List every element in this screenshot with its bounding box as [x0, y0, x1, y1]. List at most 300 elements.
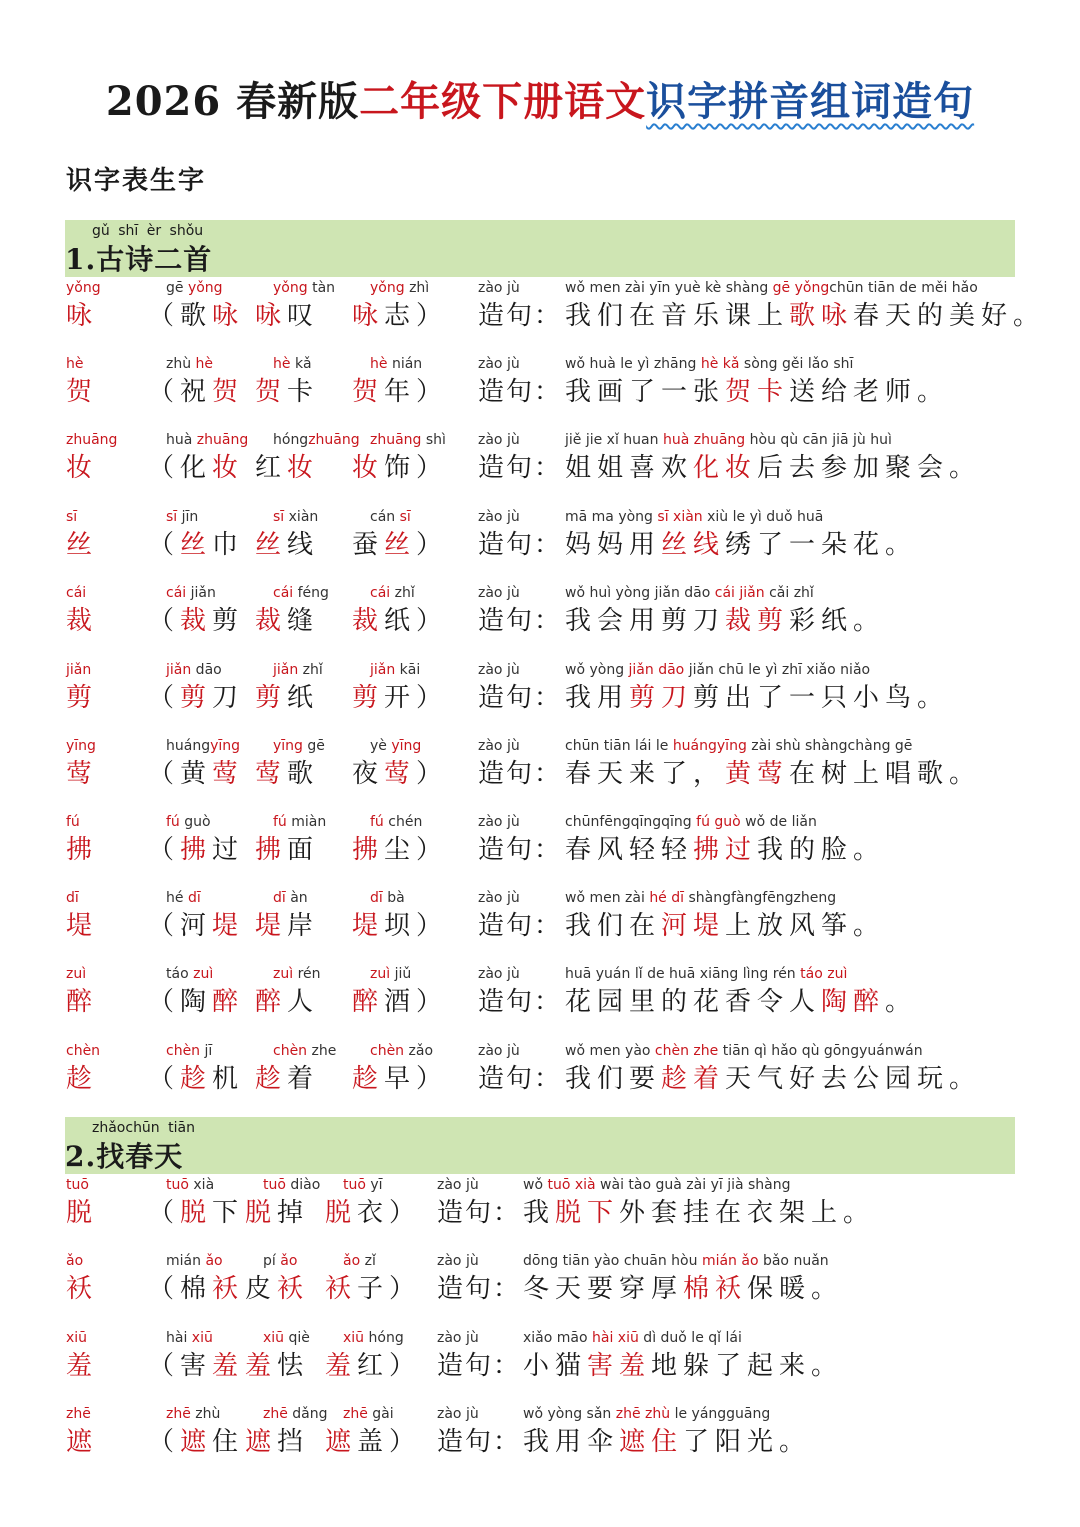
- lesson-title-pinyin: zhǎochūn tiān: [92, 1120, 195, 1136]
- character: 贺: [66, 377, 99, 407]
- word-pinyin: [166, 280, 223, 296]
- highlight-text: tuō: [166, 1177, 189, 1193]
- word: [325, 1268, 421, 1305]
- plain-text: wǒ men zài yīn yuè kè shàng: [565, 280, 773, 296]
- character: 脱: [66, 1198, 99, 1228]
- highlight-text: hè: [273, 356, 291, 372]
- plain-text: 保暖。: [747, 1274, 844, 1304]
- word: [245, 1421, 309, 1458]
- highlight-text: yǒng: [273, 280, 308, 296]
- plain-text: tàn: [307, 280, 336, 296]
- word: [352, 981, 448, 1018]
- plain-text: 剪出了一只小鸟。: [693, 683, 950, 713]
- word-pinyin: [343, 1330, 404, 1346]
- plain-text: wǒ huì yòng jiǎn dāo: [565, 585, 715, 601]
- highlight-text: 歌咏: [789, 301, 854, 331]
- zaoju-pinyin: zào jù: [478, 890, 520, 906]
- zaoju-label: 造句：: [478, 759, 563, 789]
- plain-text: sòng gěi lǎo shī: [739, 356, 854, 372]
- sentence-pinyin: [523, 1177, 791, 1193]
- character-pinyin: jiǎn: [66, 662, 92, 678]
- highlight-text: 羞: [245, 1351, 278, 1381]
- word-pinyin: [263, 1406, 328, 1422]
- highlight-text: 醉: [212, 987, 245, 1017]
- plain-text: （害: [148, 1351, 213, 1381]
- plain-text: shì: [421, 432, 446, 448]
- word: [255, 753, 319, 790]
- highlight-text: 遮: [180, 1427, 213, 1457]
- plain-text: zhe: [307, 1043, 337, 1059]
- highlight-text: xiū: [191, 1330, 213, 1346]
- highlight-text: dī: [273, 890, 286, 906]
- highlight-text: 醉: [352, 987, 385, 1017]
- plain-text: jiǔ: [390, 966, 412, 982]
- plain-text: chūnfēngqīngqīng: [565, 814, 697, 830]
- plain-text: 了阳光。: [683, 1427, 812, 1457]
- character-pinyin: cái: [66, 585, 87, 601]
- plain-text: （黄: [148, 759, 213, 789]
- plain-text: 歌: [287, 759, 320, 789]
- highlight-text: 莺: [384, 759, 417, 789]
- plain-text: cán: [370, 509, 400, 525]
- word-pinyin: [263, 1177, 320, 1193]
- word-pinyin: [370, 585, 415, 601]
- word-pinyin: [263, 1330, 310, 1346]
- plain-text: nián: [387, 356, 423, 372]
- highlight-text: chèn: [370, 1043, 405, 1059]
- word-pinyin: [370, 1043, 433, 1059]
- highlight-text: 裁剪: [725, 606, 790, 636]
- plain-text: 皮: [245, 1274, 278, 1304]
- sentence-pinyin: [565, 356, 853, 372]
- plain-text: le yángguāng: [670, 1406, 771, 1422]
- word-pinyin: [370, 814, 422, 830]
- highlight-text: cái: [273, 585, 294, 601]
- character-row: [0, 890, 1080, 950]
- highlight-text: 袄: [277, 1274, 310, 1304]
- highlight-text: 脱下: [555, 1198, 620, 1228]
- zaoju-label: 造句：: [478, 377, 563, 407]
- plain-text: 纸: [287, 683, 320, 713]
- word-pinyin: [370, 966, 411, 982]
- plain-text: 我画了一张: [565, 377, 726, 407]
- plain-text: dì duǒ le qǐ lái: [638, 1330, 742, 1346]
- plain-text: xià: [188, 1177, 215, 1193]
- word-pinyin: [343, 1177, 383, 1193]
- plain-text: hóng: [364, 1330, 404, 1346]
- zaoju-pinyin: zào jù: [437, 1330, 479, 1346]
- highlight-text: 裁: [180, 606, 213, 636]
- highlight-text: 丝: [255, 530, 288, 560]
- plain-text: xiǎo māo: [523, 1330, 593, 1346]
- zaoju-pinyin: zào jù: [478, 280, 520, 296]
- highlight-text: 化妆: [693, 453, 758, 483]
- highlight-text: sī: [399, 509, 411, 525]
- plain-text: 红）: [357, 1351, 422, 1381]
- plain-text: 妈妈用: [565, 530, 662, 560]
- sentence-pinyin: [565, 432, 892, 448]
- word: [352, 447, 448, 484]
- zaoju-label: 造句：: [437, 1427, 522, 1457]
- plain-text: huáng: [166, 738, 211, 754]
- zaoju-label: 造句：: [478, 453, 563, 483]
- plain-text: 外套挂在衣架上。: [619, 1198, 876, 1228]
- highlight-text: 拂: [255, 835, 288, 865]
- word-pinyin: [166, 432, 248, 448]
- plain-text: chūn tiān de měi hǎo: [829, 280, 978, 296]
- highlight-text: fú: [166, 814, 180, 830]
- highlight-text: 丝: [384, 530, 417, 560]
- word: [352, 905, 448, 942]
- plain-text: hóng: [273, 432, 309, 448]
- word: [255, 981, 319, 1018]
- plain-text: 夜: [352, 759, 385, 789]
- plain-text: mián: [166, 1253, 206, 1269]
- plain-text: 绣了一朵花。: [725, 530, 918, 560]
- word: [255, 600, 319, 637]
- plain-text: （陶: [148, 987, 213, 1017]
- highlight-text: tuō: [263, 1177, 286, 1193]
- sentence-pinyin: [565, 280, 978, 296]
- character-row: [0, 966, 1080, 1026]
- highlight-text: zhuāng: [370, 432, 422, 448]
- highlight-text: fú guò: [696, 814, 741, 830]
- zaoju-pinyin: zào jù: [478, 662, 520, 678]
- highlight-text: 丝线: [661, 530, 726, 560]
- word: [255, 905, 319, 942]
- highlight-text: 脱: [245, 1198, 278, 1228]
- plain-text: cǎi zhǐ: [764, 585, 814, 601]
- word: [148, 447, 244, 484]
- sentence: [565, 1058, 981, 1095]
- plain-text: mā ma yòng: [565, 509, 658, 525]
- plain-text: zhǐ: [390, 585, 415, 601]
- plain-text: hé: [166, 890, 188, 906]
- sentence-pinyin: [565, 662, 870, 678]
- plain-text: wǒ yòng: [565, 662, 629, 678]
- highlight-text: zhē: [263, 1406, 288, 1422]
- plain-text: zhù: [166, 356, 196, 372]
- plain-text: 我: [523, 1198, 556, 1228]
- plain-text: 刀: [212, 683, 245, 713]
- sentence-pinyin: [565, 509, 823, 525]
- plain-text: guò: [179, 814, 211, 830]
- word: [352, 1058, 448, 1095]
- highlight-text: hè: [195, 356, 214, 372]
- plain-text: miàn: [286, 814, 327, 830]
- character: 遮: [66, 1427, 99, 1457]
- word-pinyin: [166, 814, 211, 830]
- highlight-text: táo zuì: [800, 966, 848, 982]
- plain-text: xiù le yì duǒ huā: [702, 509, 824, 525]
- character-row: [0, 509, 1080, 569]
- highlight-text: 拂: [180, 835, 213, 865]
- character-row: [0, 1406, 1080, 1466]
- plain-text: hài: [166, 1330, 192, 1346]
- word-pinyin: [370, 432, 446, 448]
- section-subtitle: 识字表生字: [66, 166, 207, 196]
- plain-text: hòu qù cān jiā jù huì: [745, 432, 892, 448]
- plain-text: tiān qì hǎo qù gōngyuánwán: [718, 1043, 923, 1059]
- word-pinyin: [273, 662, 323, 678]
- highlight-text: 丝: [180, 530, 213, 560]
- zaoju-pinyin: zào jù: [437, 1177, 479, 1193]
- plain-text: 坝）: [384, 911, 449, 941]
- highlight-text: 贺: [212, 377, 245, 407]
- highlight-text: 裁: [255, 606, 288, 636]
- plain-text: 面: [287, 835, 320, 865]
- plain-text: dāo: [191, 662, 222, 678]
- sentence: [565, 905, 885, 942]
- character-row: [0, 1253, 1080, 1313]
- highlight-text: 妆: [212, 453, 245, 483]
- plain-text: àn: [285, 890, 308, 906]
- word: [148, 1345, 244, 1382]
- word-pinyin: [370, 738, 421, 754]
- sentence: [565, 600, 885, 637]
- sentence: [523, 1268, 843, 1305]
- character: 袄: [66, 1274, 99, 1304]
- plain-text: wǒ men yào: [565, 1043, 655, 1059]
- sentence: [565, 677, 949, 714]
- plain-text: táo: [166, 966, 194, 982]
- word: [325, 1421, 421, 1458]
- character-row: [0, 814, 1080, 874]
- word-pinyin: [343, 1253, 376, 1269]
- plain-text: （: [148, 1198, 181, 1228]
- character: 堤: [66, 911, 99, 941]
- word: [352, 600, 448, 637]
- highlight-text: 妆: [352, 453, 385, 483]
- sentence-pinyin: [565, 1043, 923, 1059]
- sentence-pinyin: [565, 966, 847, 982]
- sentence: [565, 981, 917, 1018]
- word: [148, 1421, 244, 1458]
- plain-text: 人: [287, 987, 320, 1017]
- plain-text: 春风轻轻: [565, 835, 694, 865]
- word-pinyin: [166, 966, 213, 982]
- plain-text: 纸）: [384, 606, 449, 636]
- plain-text: 卡: [287, 377, 320, 407]
- highlight-text: 堤: [212, 911, 245, 941]
- sentence: [565, 295, 1045, 332]
- highlight-text: 趁: [352, 1064, 385, 1094]
- word: [255, 371, 319, 408]
- highlight-text: 羞: [212, 1351, 245, 1381]
- plain-text: 我们在: [565, 911, 662, 941]
- title-part-3: 识字拼音组词造句: [646, 78, 975, 125]
- word: [255, 524, 319, 561]
- word-pinyin: [273, 890, 308, 906]
- plain-text: 志）: [384, 301, 449, 331]
- highlight-text: zhē: [166, 1406, 191, 1422]
- highlight-text: yǒng: [370, 280, 405, 296]
- plain-text: pí: [263, 1253, 281, 1269]
- character: 醉: [66, 987, 99, 1017]
- sentence: [523, 1192, 875, 1229]
- character-pinyin: hè: [66, 356, 84, 372]
- plain-text: 后去参加聚会。: [757, 453, 982, 483]
- plain-text: 我用伞: [523, 1427, 620, 1457]
- word: [148, 677, 244, 714]
- plain-text: bǎo nuǎn: [758, 1253, 829, 1269]
- highlight-text: 袄: [212, 1274, 245, 1304]
- highlight-text: tuō xià: [547, 1177, 596, 1193]
- character-row: [0, 280, 1080, 340]
- word: [148, 1268, 244, 1305]
- sentence-pinyin: [565, 890, 836, 906]
- highlight-text: 贺: [255, 377, 288, 407]
- word-pinyin: [343, 1406, 394, 1422]
- plain-text: jiǎn chū le yì zhī xiǎo niǎo: [684, 662, 871, 678]
- highlight-text: 堤: [255, 911, 288, 941]
- plain-text: zǎo: [404, 1043, 434, 1059]
- character-pinyin: zuì: [66, 966, 87, 982]
- highlight-text: ǎo: [205, 1253, 223, 1269]
- character: 剪: [66, 683, 99, 713]
- word: [255, 1058, 319, 1095]
- character-pinyin: zhuāng: [66, 432, 118, 448]
- character-row: [0, 738, 1080, 798]
- word-pinyin: [273, 814, 326, 830]
- highlight-text: 剪刀: [629, 683, 694, 713]
- highlight-text: 拂: [352, 835, 385, 865]
- plain-text: 剪: [212, 606, 245, 636]
- highlight-text: dī: [187, 890, 201, 906]
- plain-text: 蚕: [352, 530, 385, 560]
- highlight-text: chèn: [273, 1043, 308, 1059]
- highlight-text: zuì: [370, 966, 391, 982]
- highlight-text: 趁: [255, 1064, 288, 1094]
- character-pinyin: sī: [66, 509, 78, 525]
- title-part-1: 2026 春新版: [105, 78, 360, 125]
- page-title: [0, 70, 1080, 127]
- highlight-text: hè kǎ: [700, 356, 740, 372]
- word-pinyin: [370, 890, 405, 906]
- word-pinyin: [273, 356, 312, 372]
- character-pinyin: zhē: [66, 1406, 91, 1422]
- plain-text: 小猫: [523, 1351, 588, 1381]
- highlight-text: hé dī: [649, 890, 685, 906]
- word-pinyin: [370, 662, 420, 678]
- word: [352, 295, 448, 332]
- plain-text: 过: [212, 835, 245, 865]
- plain-text: 早）: [384, 1064, 449, 1094]
- word: [148, 905, 244, 942]
- highlight-text: 咏: [352, 301, 385, 331]
- highlight-text: sī: [273, 509, 285, 525]
- plain-text: huà: [166, 432, 197, 448]
- plain-text: 春天来了，: [565, 759, 726, 789]
- sentence-pinyin: [565, 814, 817, 830]
- highlight-text: zhē zhù: [615, 1406, 671, 1422]
- plain-text: 花园里的花香令人: [565, 987, 822, 1017]
- word-pinyin: [166, 890, 201, 906]
- highlight-text: 剪: [255, 683, 288, 713]
- highlight-text: 棉袄: [683, 1274, 748, 1304]
- word: [148, 829, 244, 866]
- highlight-text: 贺: [352, 377, 385, 407]
- plain-text: zài shù shàngchàng gē: [746, 738, 913, 754]
- plain-text: jiǎn: [186, 585, 216, 601]
- plain-text: 年）: [384, 377, 449, 407]
- plain-text: 住: [212, 1427, 245, 1457]
- character: 丝: [66, 530, 99, 560]
- title-part-2: 二年级下册语文: [359, 78, 647, 125]
- highlight-text: hài xiū: [592, 1330, 639, 1346]
- plain-text: wǒ huà le yì zhāng: [565, 356, 701, 372]
- word-pinyin: [273, 1043, 336, 1059]
- sentence-pinyin: [565, 585, 814, 601]
- highlight-text: 趁着: [661, 1064, 726, 1094]
- plain-text: wǒ de liǎn: [740, 814, 817, 830]
- word: [325, 1345, 421, 1382]
- plain-text: （棉: [148, 1274, 213, 1304]
- plain-text: gē: [302, 738, 325, 754]
- plain-text: wài tào guà zài yī jià shàng: [595, 1177, 791, 1193]
- zaoju-pinyin: zào jù: [478, 966, 520, 982]
- word-pinyin: [166, 1253, 223, 1269]
- character-pinyin: chèn: [66, 1043, 101, 1059]
- zaoju-pinyin: zào jù: [437, 1253, 479, 1269]
- word: [352, 371, 448, 408]
- plain-text: （祝: [148, 377, 213, 407]
- plain-text: féng: [293, 585, 329, 601]
- sentence: [565, 829, 885, 866]
- zaoju-label: 造句：: [478, 835, 563, 865]
- highlight-text: sī: [166, 509, 178, 525]
- plain-text: dōng tiān yào chuān hòu: [523, 1253, 702, 1269]
- word: [352, 753, 448, 790]
- plain-text: kāi: [395, 662, 421, 678]
- word-pinyin: [166, 1177, 214, 1193]
- highlight-text: 莺: [255, 759, 288, 789]
- highlight-text: 莺: [212, 759, 245, 789]
- character: 妆: [66, 453, 99, 483]
- plain-text: 送给老师。: [789, 377, 950, 407]
- plain-text: ）: [416, 530, 449, 560]
- character: 趁: [66, 1064, 99, 1094]
- word: [148, 1058, 244, 1095]
- highlight-text: hè: [370, 356, 388, 372]
- highlight-text: jiǎn: [370, 662, 396, 678]
- zaoju-label: 造句：: [478, 301, 563, 331]
- character-pinyin: dī: [66, 890, 79, 906]
- highlight-text: fú: [370, 814, 384, 830]
- highlight-text: 裁: [352, 606, 385, 636]
- zaoju-label: 造句：: [478, 1064, 563, 1094]
- character-pinyin: tuō: [66, 1177, 89, 1193]
- plain-text: 我们要: [565, 1064, 662, 1094]
- plain-text: gē: [166, 280, 188, 296]
- word-pinyin: [273, 585, 329, 601]
- highlight-text: 咏: [255, 301, 288, 331]
- zaoju-label: 造句：: [478, 606, 563, 636]
- character: 咏: [66, 301, 99, 331]
- plain-text: 我会用剪刀: [565, 606, 726, 636]
- highlight-text: 堤: [352, 911, 385, 941]
- plain-text: 衣）: [357, 1198, 422, 1228]
- plain-text: 在树上唱歌。: [789, 759, 982, 789]
- plain-text: 酒）: [384, 987, 449, 1017]
- zaoju-pinyin: zào jù: [478, 432, 520, 448]
- plain-text: zhì: [404, 280, 430, 296]
- word: [245, 1192, 309, 1229]
- word-pinyin: [166, 1406, 220, 1422]
- highlight-text: zhē: [343, 1406, 368, 1422]
- lesson-header: [65, 220, 1015, 277]
- highlight-text: 拂过: [693, 835, 758, 865]
